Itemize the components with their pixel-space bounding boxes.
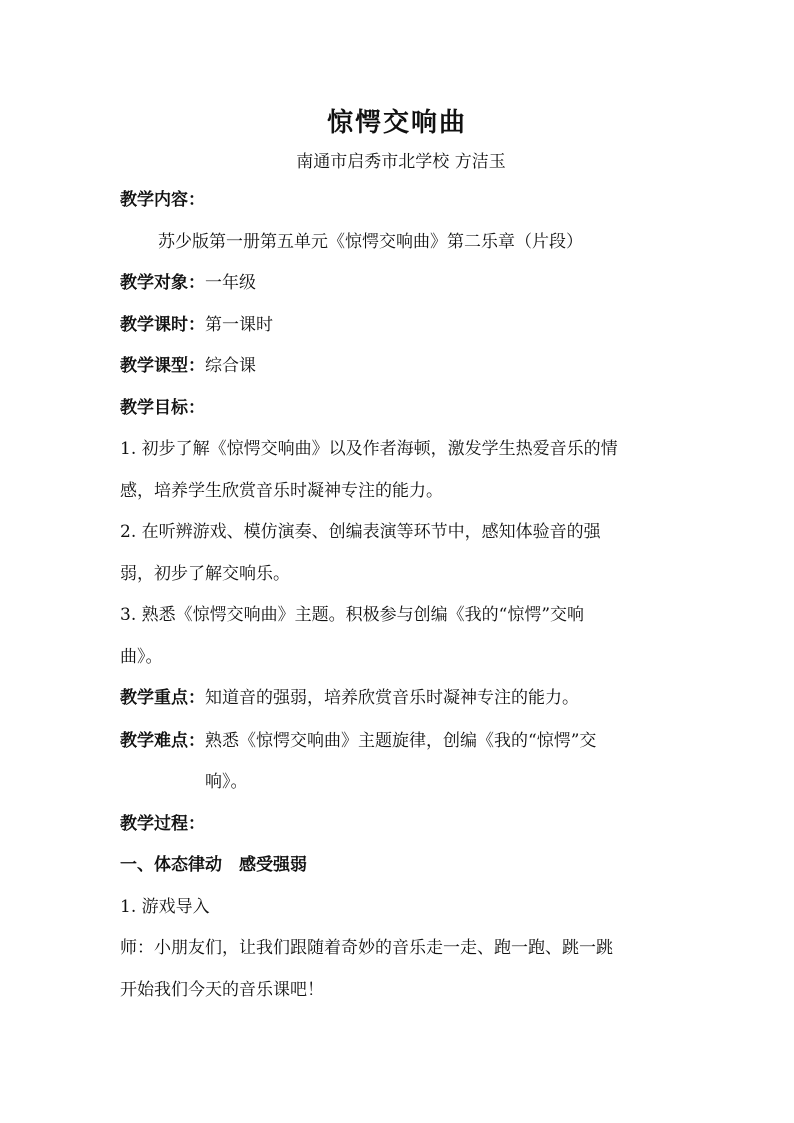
- key-point-label: 教学重点：: [120, 688, 205, 708]
- type-text: 综合课: [205, 356, 256, 376]
- goals-label: 教学目标：: [120, 398, 205, 418]
- teacher-line: 开始我们今天的音乐课吧！: [120, 980, 324, 1000]
- content-label: 教学内容：: [120, 190, 205, 210]
- difficulty-line: [120, 730, 596, 752]
- difficulty-text: 熟悉《惊愕交响曲》主题旋律，创编《我的“惊愕”交: [205, 731, 597, 751]
- section-heading: 一、体态律动 感受强弱: [120, 855, 307, 875]
- key-point-line: [120, 687, 579, 709]
- goal-line: 1. 初步了解《惊愕交响曲》以及作者海顿，激发学生热爱音乐的情: [120, 439, 618, 459]
- teacher-line: 师：小朋友们，让我们跟随着奇妙的音乐走一走、跑一跑、跳一跳: [120, 938, 613, 958]
- audience-text: 一年级: [205, 273, 256, 293]
- goal-line: 曲》。: [120, 647, 163, 667]
- goal-line: 弱，初步了解交响乐。: [120, 564, 290, 584]
- difficulty-text-cont: 响》。: [205, 772, 248, 792]
- type-line: [120, 355, 256, 377]
- goal-line: 感，培养学生欣赏音乐时凝神专注的能力。: [120, 481, 443, 501]
- key-point-text: 知道音的强弱，培养欣赏音乐时凝神专注的能力。: [205, 688, 579, 708]
- document-title: 惊愕交响曲: [326, 108, 467, 138]
- goal-line: 3. 熟悉《惊愕交响曲》主题。积极参与创编《我的“惊愕”交响: [120, 605, 585, 625]
- difficulty-label: 教学难点：: [120, 731, 205, 751]
- period-text: 第一课时: [205, 315, 273, 335]
- audience-line: [120, 272, 256, 294]
- goal-line: 2. 在听辨游戏、模仿演奏、创编表演等环节中，感知体验音的强: [120, 522, 601, 542]
- type-label: 教学课型：: [120, 356, 205, 376]
- period-label: 教学课时：: [120, 315, 205, 335]
- author-line: 南通市启秀市北学校 方洁玉: [296, 152, 506, 172]
- audience-label: 教学对象：: [120, 273, 205, 293]
- period-line: [120, 314, 273, 336]
- step-heading: 1. 游戏导入: [120, 897, 210, 917]
- content-text: 苏少版第一册第五单元《惊愕交响曲》第二乐章（片段）: [158, 232, 583, 252]
- process-label: 教学过程：: [120, 814, 205, 834]
